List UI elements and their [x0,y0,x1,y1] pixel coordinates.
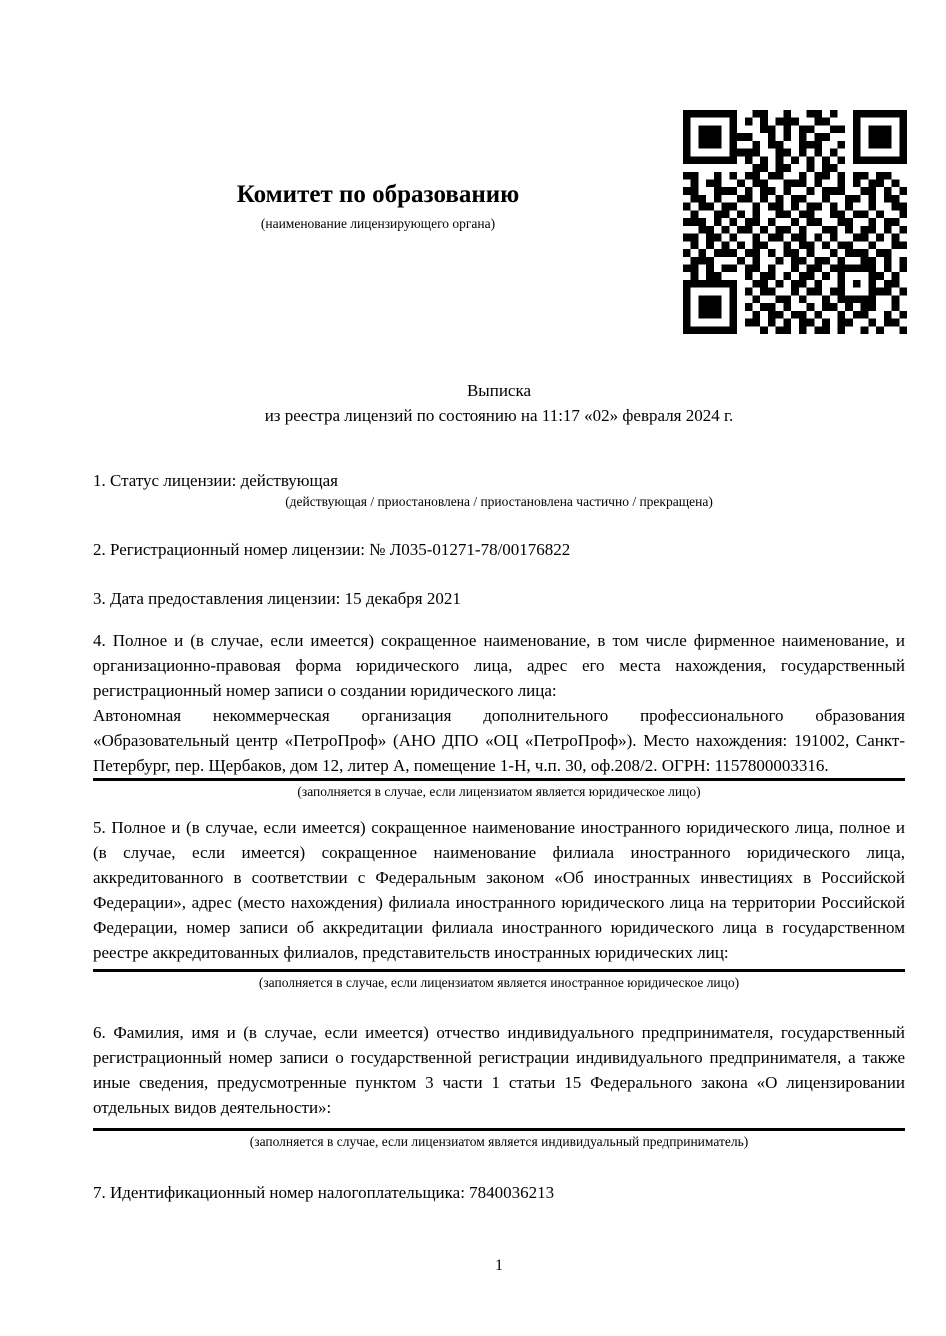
license-status-text: 1. Статус лицензии: действующая [93,471,338,490]
page-number: 1 [495,1257,503,1274]
item-taxpayer-id [93,1180,905,1205]
document-title-line2: из реестра лицензий по состоянию на 11:17 «02» февраля 2024 г. [264,406,734,425]
item-legal-entity [93,628,905,801]
document-title [93,378,905,428]
individual-entrepreneur-statement: 6. Фамилия, имя и (в случае, если имеется) отчество индивидуального предпринимателя, государственный регистрационный номер записи о государственной регистрации индивидуального предпринимателя, а также иные сведения, предусмотренные пунктом 3 части 1 статьи 15 Федерального закона «О лицензировании отдельных видов деятельности»: [93,1023,905,1117]
fill-in-line [93,969,905,972]
legal-entity-caption: (заполняется в случае, если лицензиатом является юридическое лицо) [297,784,701,799]
licensing-authority-caption: (наименование лицензирующего органа) [260,216,496,231]
document-title-line1: Выписка [466,381,532,400]
license-status-caption: (действующая / приостановлена / приостановлена частично / прекращена) [285,494,713,509]
legal-entity-value: Автономная некоммерческая организация дополнительного профессионального образования «Образовательный центр «ПетроПроф» (АНО ДПО «ОЦ «ПетроПроф»). Место нахождения: 191002, Санкт-Петербург, пер. Щербаков, дом 12, литер А, помещение 1-Н, ч.п. 30, оф.208/2. ОГРН: 1157800003316. [93,706,905,775]
legal-entity-statement: 4. Полное и (в случае, если имеется) сокращенное наименование, в том числе фирменное наименование, и организационно-правовая форма юридического лица, адрес его места нахождения, государственный регистрационный номер записи о создании юридического лица: [93,631,905,700]
item-foreign-entity [93,815,905,992]
fill-in-line [93,778,905,781]
registration-number-text: 2. Регистрационный номер лицензии: № Л035-01271-78/00176822 [93,540,571,559]
licensing-authority-name: Комитет по образованию [236,181,520,208]
item-registration-number [93,537,905,562]
item-license-date [93,586,905,611]
foreign-entity-caption: (заполняется в случае, если лицензиатом является иностранное юридическое лицо) [258,975,740,990]
document-header [93,0,905,340]
individual-entrepreneur-caption: (заполняется в случае, если лицензиатом является индивидуальный предприниматель) [249,1134,749,1149]
item-individual-entrepreneur [93,1020,905,1151]
fill-in-line [93,1128,905,1131]
license-date-text: 3. Дата предоставления лицензии: 15 декабря 2021 [93,589,461,608]
foreign-entity-statement: 5. Полное и (в случае, если имеется) сокращенное наименование иностранного юридического лица, полное и (в случае, если имеется) сокращенное наименование филиала иностранного юридического лица, аккредитованного в соответствии с Федеральным законом «Об иностранных инвестициях в Российской Федерации», адрес (место нахождения) филиала иностранного юридического лица на территории Российской Федерации, номер записи об аккредитации филиала иностранного юридического лица в государственном реестре аккредитованных филиалов, представительств иностранных юридических лиц: [93,818,905,962]
taxpayer-id-text: 7. Идентификационный номер налогоплательщика: 7840036213 [93,1183,555,1202]
item-license-status [93,468,905,511]
qr-code-icon [683,110,907,334]
licensing-authority-block [93,180,663,233]
